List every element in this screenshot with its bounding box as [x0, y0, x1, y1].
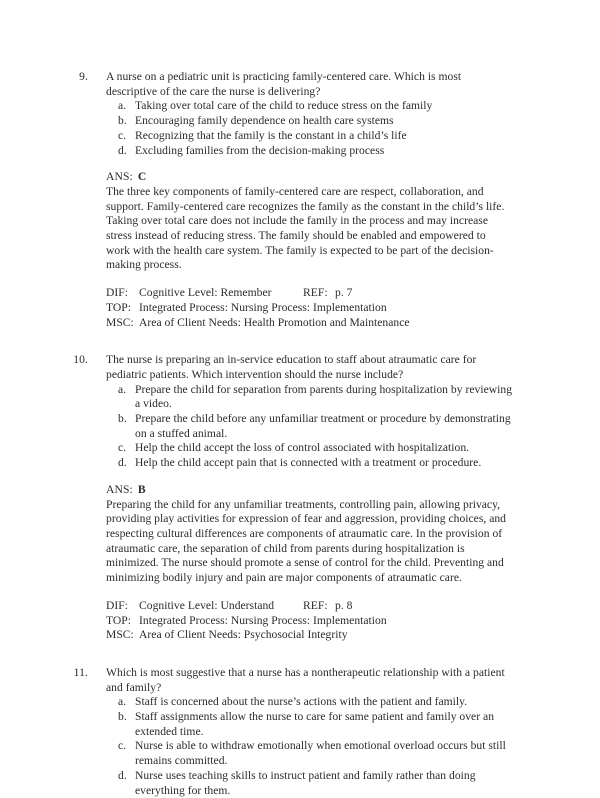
top-label: TOP:: [106, 613, 131, 627]
option-text: Help the child accept the loss of control associated with hospitalization.: [135, 441, 470, 455]
option-item[interactable]: [118, 412, 512, 441]
ref-value: p. 7: [335, 286, 353, 300]
option-item[interactable]: [118, 739, 512, 768]
metadata-row-dif: [106, 599, 512, 614]
question-body: [88, 70, 512, 330]
option-text: Staff is concerned about the nurse’s actions with the patient and family.: [135, 695, 468, 709]
question-block-9: [70, 70, 512, 330]
option-letter: c.: [118, 128, 127, 142]
dif-label: DIF:: [106, 286, 128, 300]
option-letter: c.: [118, 441, 127, 455]
answer-line: [106, 483, 512, 498]
option-item[interactable]: [118, 114, 512, 129]
question-stem: The nurse is preparing an in-service education to staff about atraumatic care for pediatric patients. Which intervention should the nurse include?: [106, 353, 477, 381]
question-number: 10.: [73, 353, 88, 367]
question-number: 9.: [79, 70, 88, 83]
answer-label: ANS:: [106, 170, 133, 184]
option-letter: d.: [118, 768, 127, 782]
question-body: [88, 353, 512, 643]
rationale-text: Preparing the child for any unfamiliar treatments, controlling pain, allowing privacy, providing play activities for expression of fear and aggression, providing choices, and respecting cultural differences are components of atraumatic care. In the provision of atraumatic care, the separation of child from parents during hospitalization is minimized. The nurse should promote a sense of control for the child. Preventing and minimizing bodily injury and pain are major components of atraumatic care.: [106, 497, 507, 585]
answer-value: B: [137, 482, 146, 496]
msc-label: MSC:: [106, 628, 134, 642]
metadata-row-dif: [106, 286, 512, 301]
option-text: Nurse is able to withdraw emotionally when emotional overload occurs but still remains committed.: [135, 739, 506, 768]
msc-label: MSC:: [106, 315, 134, 329]
option-letter: b.: [118, 710, 127, 724]
option-letter: a.: [118, 695, 127, 709]
question-block-10: [70, 353, 512, 643]
option-list: [88, 383, 512, 471]
option-text: Nurse uses teaching skills to instruct patient and family rather than doing everything for them.: [135, 768, 476, 797]
top-value: Integrated Process: Nursing Process: Implementation: [139, 300, 387, 314]
metadata-block: [88, 599, 512, 643]
option-text: Prepare the child before any unfamiliar treatment or procedure by demonstrating on a stuffed animal.: [135, 412, 511, 440]
question-heading: [70, 353, 512, 643]
option-letter: a.: [118, 382, 127, 396]
dif-value: Cognitive Level: Remember: [139, 286, 272, 300]
option-text: Recognizing that the family is the constant in a child’s life: [135, 128, 407, 142]
option-item[interactable]: [118, 695, 512, 710]
option-item[interactable]: [118, 99, 512, 114]
question-stem: Which is most suggestive that a nurse has a nontherapeutic relationship with a patient and family?: [106, 665, 505, 694]
question-stem: A nurse on a pediatric unit is practicing family-centered care. Which is most descriptive of the care the nurse is delivering?: [106, 70, 462, 98]
option-text: Staff assignments allow the nurse to care for same patient and family over an extended time.: [135, 710, 495, 738]
answer-section: [88, 170, 512, 273]
option-letter: b.: [118, 412, 127, 426]
answer-label: ANS:: [106, 482, 133, 496]
top-label: TOP:: [106, 300, 131, 314]
ref-value: p. 8: [335, 598, 353, 612]
option-item[interactable]: [118, 144, 512, 159]
metadata-row-msc: [106, 628, 512, 643]
ref-label: REF:: [303, 286, 328, 300]
question-heading: [70, 666, 512, 798]
metadata-row-top: [106, 301, 512, 316]
option-text: Encouraging family dependence on health care systems: [135, 114, 394, 128]
option-item[interactable]: [118, 769, 512, 798]
ref-label: REF:: [303, 598, 328, 612]
question-heading: [70, 70, 512, 330]
metadata-row-msc: [106, 316, 512, 331]
option-text: Excluding families from the decision-making process: [135, 143, 385, 157]
metadata-row-top: [106, 614, 512, 629]
msc-value: Area of Client Needs: Psychosocial Integrity: [139, 628, 348, 642]
option-list: [88, 99, 512, 158]
option-letter: d.: [118, 456, 127, 470]
option-item[interactable]: [118, 710, 512, 739]
option-letter: d.: [118, 143, 127, 157]
option-text: Taking over total care of the child to reduce stress on the family: [135, 99, 433, 113]
option-list: [88, 695, 512, 798]
answer-value: C: [137, 170, 147, 184]
top-value: Integrated Process: Nursing Process: Implementation: [139, 613, 387, 627]
option-item[interactable]: [118, 441, 512, 456]
option-text: Help the child accept pain that is connected with a treatment or procedure.: [135, 456, 482, 470]
question-number: 11.: [73, 665, 88, 679]
dif-value: Cognitive Level: Understand: [139, 598, 275, 612]
rationale-text: The three key components of family-centered care are respect, collaboration, and support. Family-centered care recognizes the family as the constant in the child’s life. Taking over total care does not include the family in the process and may increase stress instead of reducing stress. The family should be enabled and empowered to work with the health care system. The family is expected to be part of the decision-making process.: [106, 184, 505, 272]
msc-value: Area of Client Needs: Health Promotion and Maintenance: [139, 315, 410, 329]
option-letter: a.: [118, 99, 127, 113]
option-letter: b.: [118, 114, 127, 128]
option-item[interactable]: [118, 456, 512, 471]
question-block-11: [70, 666, 512, 798]
option-letter: c.: [118, 739, 127, 753]
option-text: Prepare the child for separation from parents during hospitalization by reviewing a video.: [135, 382, 513, 411]
question-body: [88, 666, 512, 798]
answer-line: [106, 170, 512, 185]
option-item[interactable]: [118, 383, 512, 412]
answer-section: [88, 483, 512, 586]
option-item[interactable]: [118, 129, 512, 144]
metadata-block: [88, 286, 512, 330]
dif-label: DIF:: [106, 598, 128, 612]
